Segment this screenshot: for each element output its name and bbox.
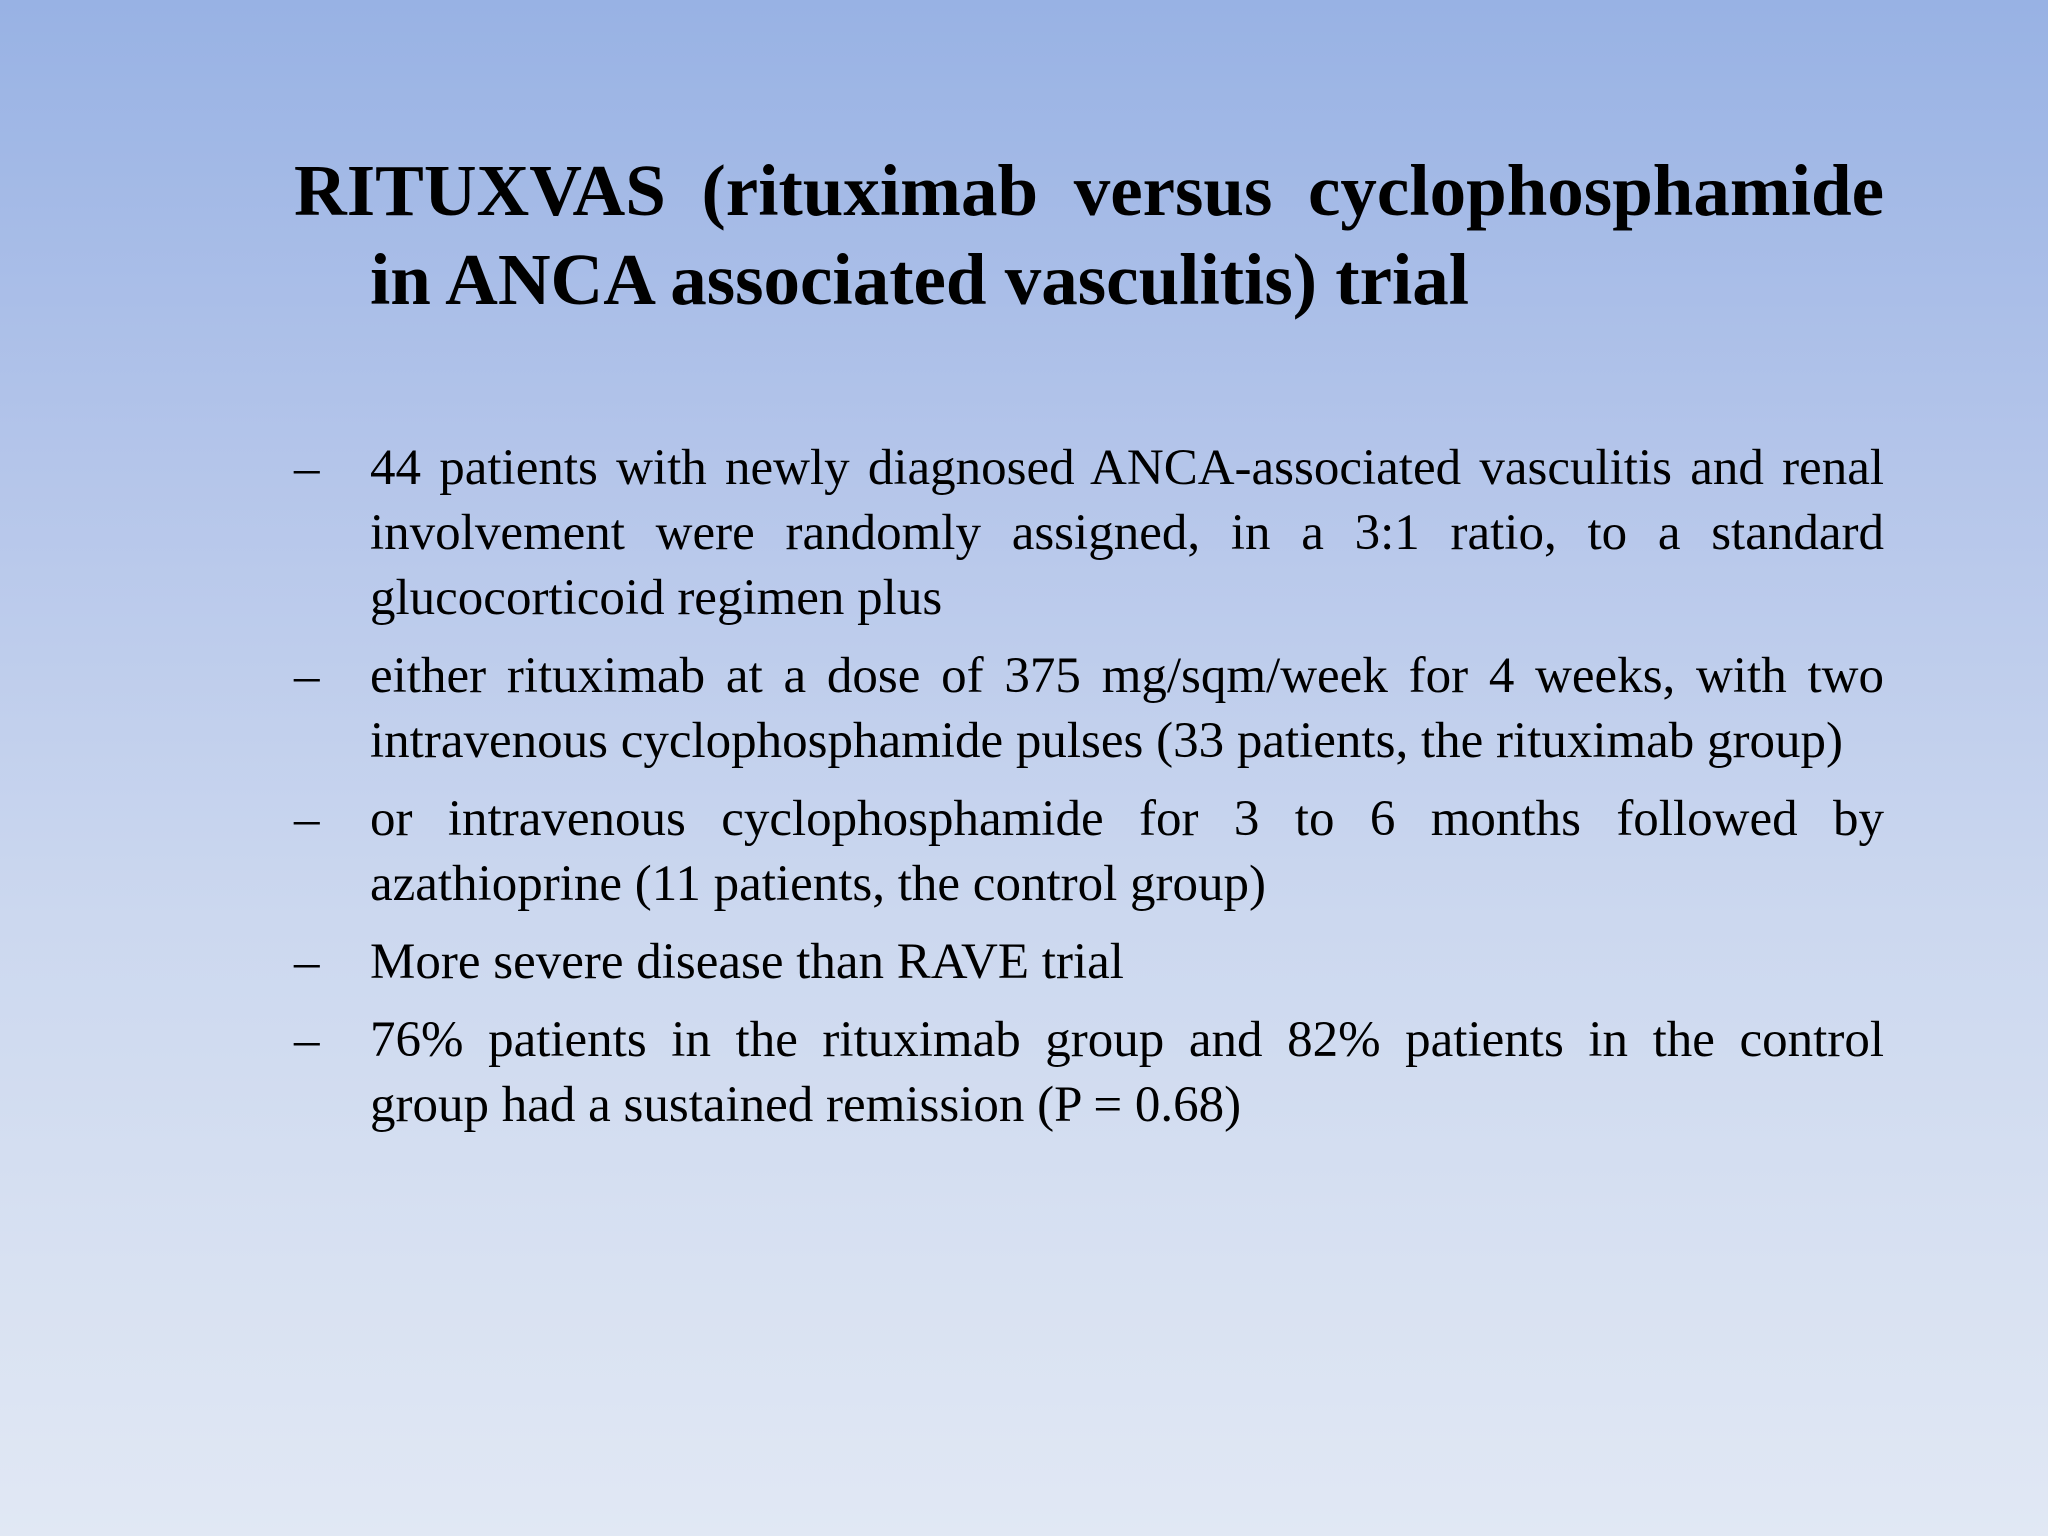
bullet-item [294,930,1884,995]
bullet-text: or intravenous cyclophosphamide for 3 to 6 months followed by azathioprine (11 patients, the control group) [370,791,1884,912]
bullet-item [294,644,1884,774]
bullet-text: either rituximab at a dose of 375 mg/sqm/week for 4 weeks, with two intravenous cyclophosphamide pulses (33 patients, the rituximab group) [370,648,1884,769]
slide-title: RITUXVAS (rituximab versus cyclophosphamide in ANCA associated vasculitis) trial [294,150,1884,320]
bullet-dash-icon: – [294,1012,320,1068]
bullet-item [294,436,1884,631]
bullet-dash-icon: – [294,934,320,990]
bullet-dash-icon: – [294,648,320,704]
bullet-item [294,787,1884,917]
bullet-item [294,1008,1884,1138]
bullet-text: More severe disease than RAVE trial [370,934,1124,990]
bullet-dash-icon: – [294,791,320,847]
bullet-text: 76% patients in the rituximab group and 82% patients in the control group had a sustained remission (P = 0.68) [370,1012,1884,1133]
bullet-list [294,436,1884,1151]
bullet-text: 44 patients with newly diagnosed ANCA-associated vasculitis and renal involvement were randomly assigned, in a 3:1 ratio, to a standard glucocorticoid regimen plus [370,440,1884,626]
bullet-dash-icon: – [294,440,320,496]
